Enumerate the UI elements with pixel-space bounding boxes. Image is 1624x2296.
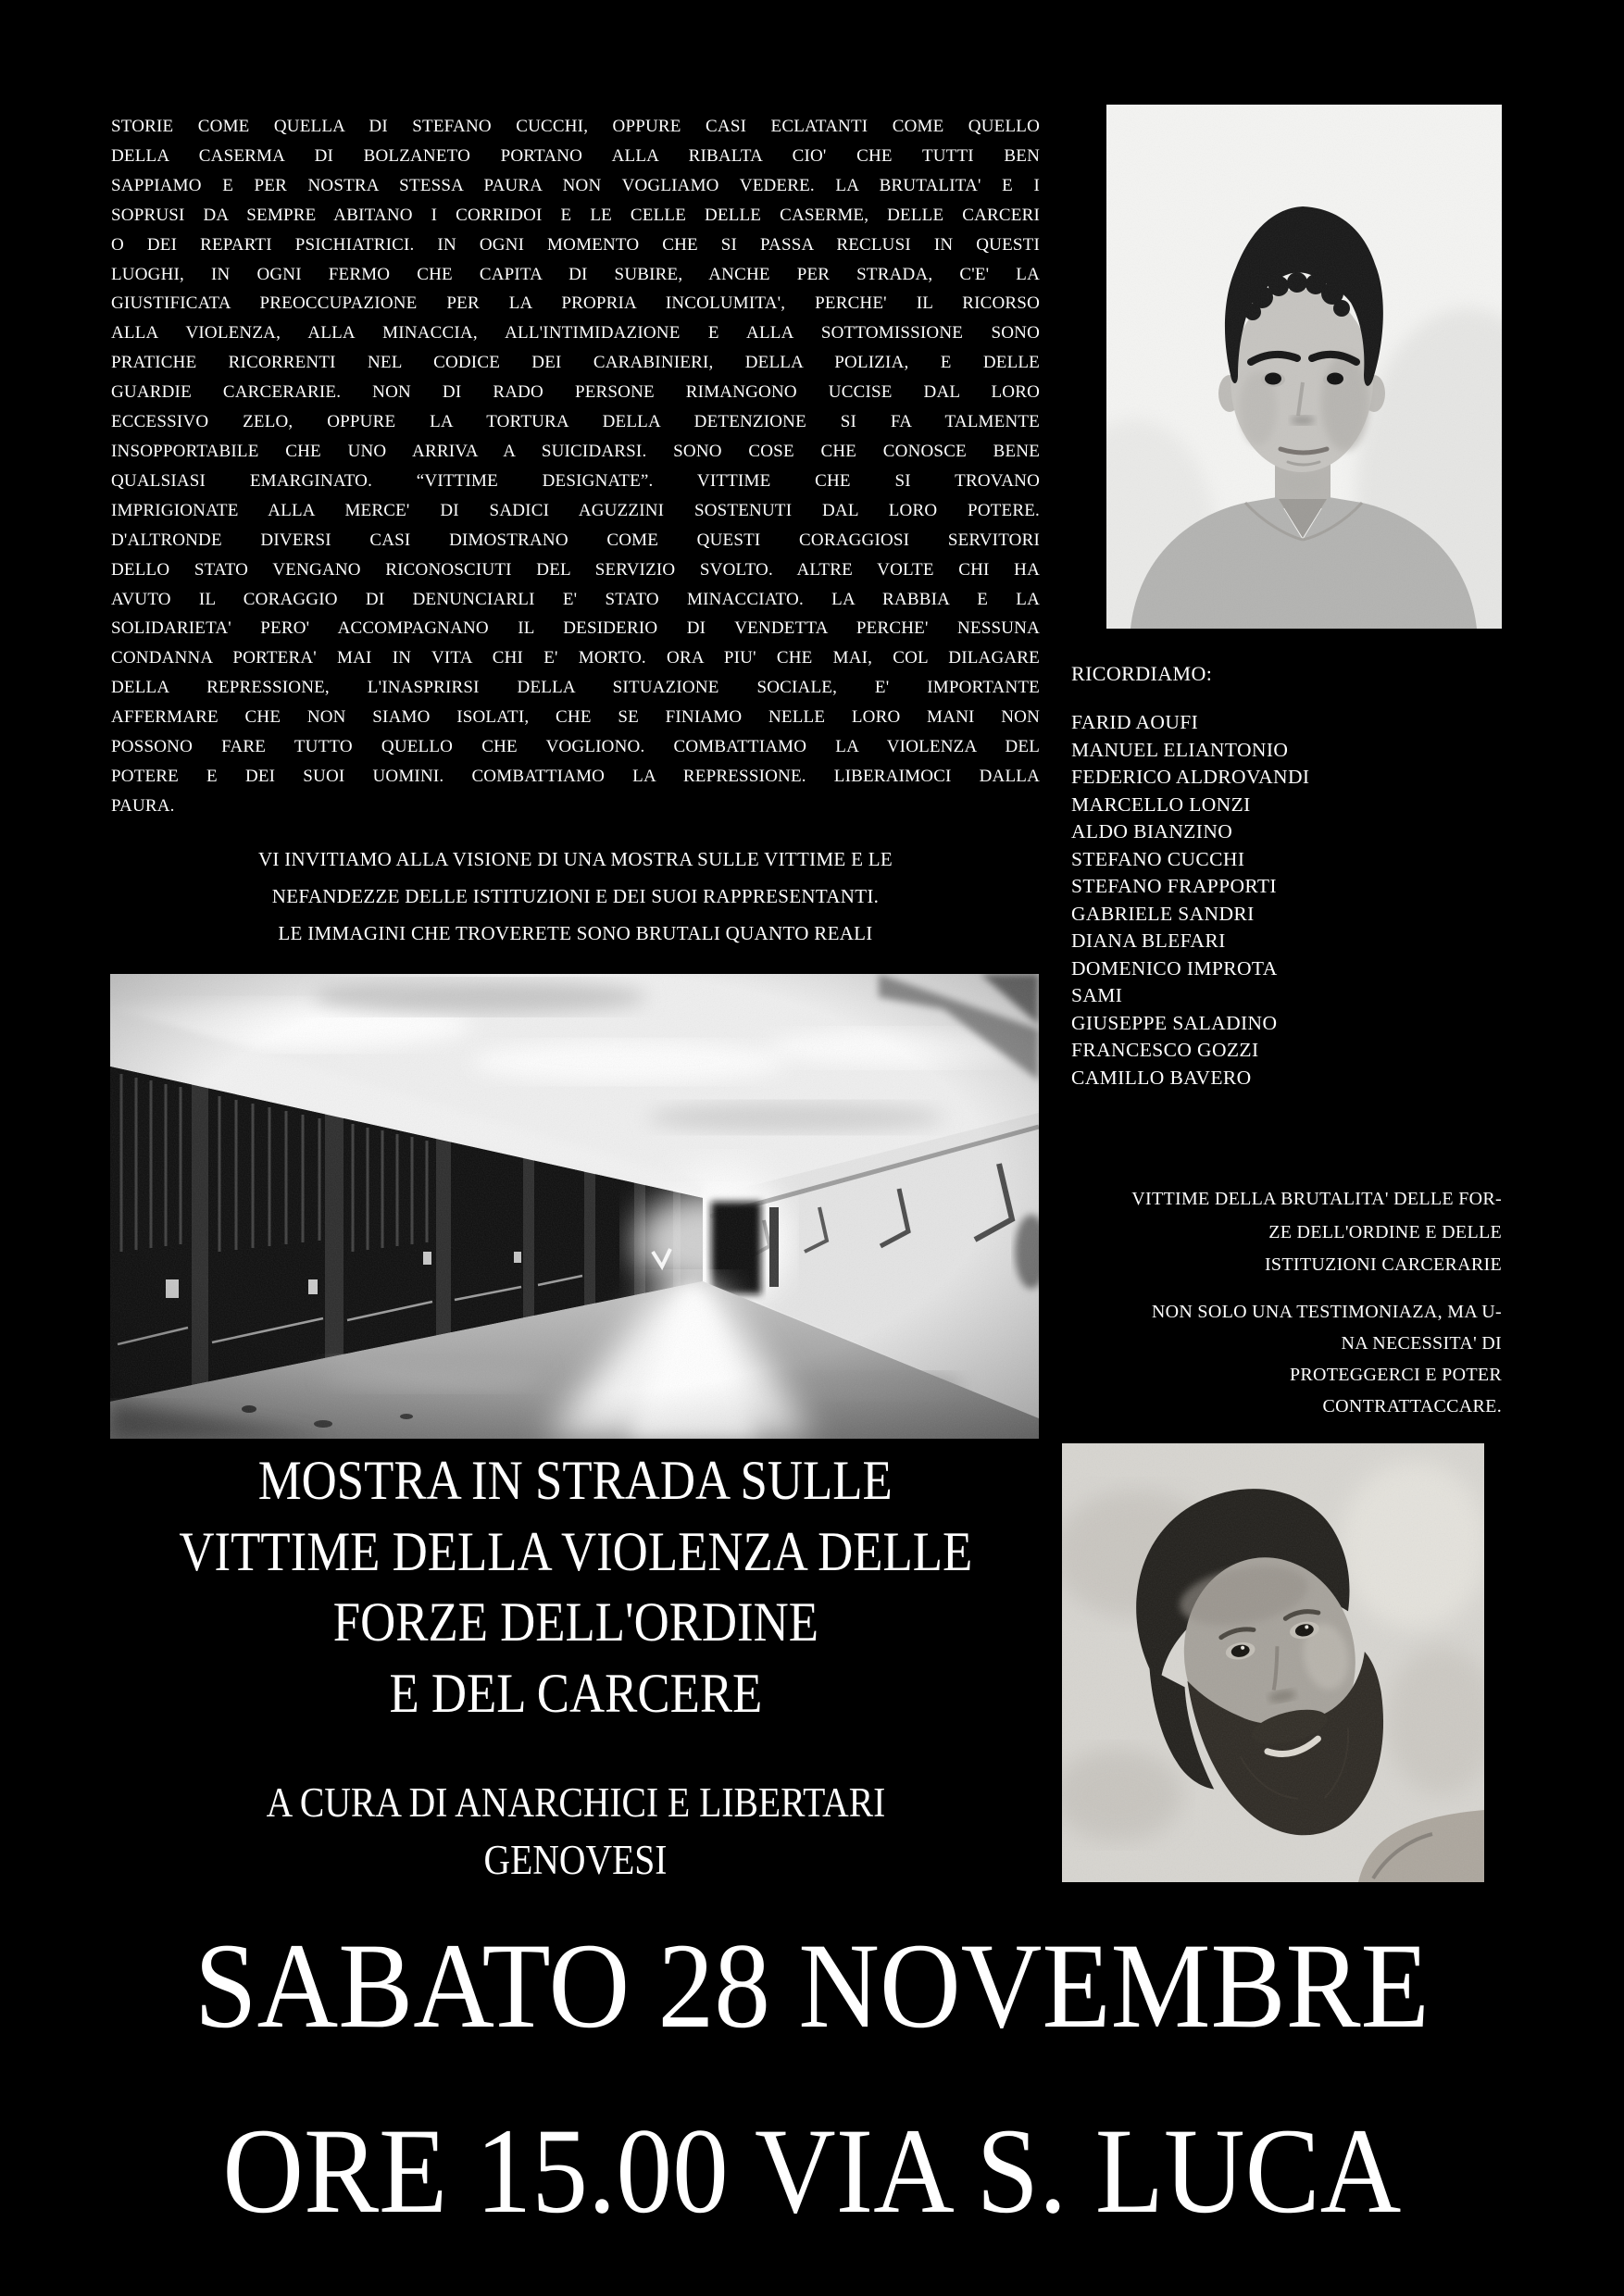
memorial-name: STEFANO FRAPPORTI — [1071, 875, 1277, 897]
event-time-place-text: ORE 15.00 VIA S. LUCA — [222, 2103, 1402, 2239]
invitation-line: LE IMMAGINI CHE TROVERETE SONO BRUTALI QUANTO REALI — [278, 922, 873, 944]
paragraph-line: IMPRIGIONATE ALLA MERCE' DI SADICI AGUZZINI SOSTENUTI DAL LORO POTERE. — [111, 500, 1040, 520]
invitation-line: VI INVITIAMO ALLA VISIONE DI UNA MOSTRA SULLE VITTIME E LE — [257, 848, 893, 870]
photo-portrait-young-man — [1106, 105, 1502, 629]
paragraph-line: PAURA. — [111, 795, 175, 816]
photos-caption — [1071, 1183, 1502, 1282]
paragraph-line: D'ALTRONDE DIVERSI CASI DIMOSTRANO COME QUESTI CORAGGIOSI SERVITORI — [111, 530, 1040, 550]
memorial-name: FEDERICO ALDROVANDI — [1071, 766, 1310, 788]
memorial-heading: RICORDIAMO: — [1071, 662, 1213, 685]
paragraph-line: LUOGHI, IN OGNI FERMO CHE CAPITA DI SUBIRE, ANCHE PER STRADA, C'E' LA — [111, 264, 1040, 284]
curator-line-text: A CURA DI ANARCHICI E LIBERTARI — [266, 1779, 885, 1826]
memorial-name: CAMILLO BAVERO — [1071, 1066, 1252, 1089]
exhibition-title-text: E DEL CARCERE — [389, 1662, 762, 1724]
paragraph-line: DELLO STATO VENGANO RICONOSCIUTI DEL SERVIZIO SVOLTO. ALTRE VOLTE CHI HA — [111, 559, 1040, 580]
statement-line: PROTEGGERCI E POTER — [1289, 1365, 1502, 1385]
caption-line: VITTIME DELLA BRUTALITA' DELLE FOR- — [1131, 1189, 1502, 1209]
memorial-name: DIANA BLEFARI — [1071, 930, 1226, 952]
memorial-name: FARID AOUFI — [1071, 711, 1199, 733]
portrait-bearded-man-illustration — [1062, 1443, 1484, 1882]
event-time-place — [0, 2103, 1624, 2239]
memorial-name: STEFANO CUCCHI — [1071, 847, 1245, 870]
paragraph-line: AVUTO IL CORAGGIO DI DENUNCIARLI E' STATO MINACCIATO. LA RABBIA E LA — [111, 589, 1040, 609]
statement-line: NON SOLO UNA TESTIMONIAZA, MA U- — [1151, 1302, 1502, 1322]
memorial-names-list — [1071, 709, 1309, 1092]
exhibition-title-text: VITTIME DELLA VIOLENZA DELLE — [179, 1520, 972, 1582]
paragraph-line: GUARDIE CARCERARIE. NON DI RADO PERSONE RIMANGONO UCCISE DAL LORO — [111, 382, 1040, 403]
invitation-text — [111, 841, 1040, 952]
paragraph-line: ECCESSIVO ZELO, OPPURE LA TORTURA DELLA DETENZIONE SI FA TALMENTE — [111, 412, 1040, 432]
paragraph-line: STORIE COME QUELLA DI STEFANO CUCCHI, OPPURE CASI ECLATANTI COME QUELLO — [111, 117, 1040, 136]
paragraph-line: DELLA REPRESSIONE, L'INASPRIRSI DELLA SITUAZIONE SOCIALE, E' IMPORTANTE — [111, 678, 1040, 698]
photo-prison-corridor — [110, 974, 1039, 1439]
paragraph-line: AFFERMARE CHE NON SIAMO ISOLATI, CHE SE FINIAMO NELLE LORO MANI NON — [111, 707, 1040, 728]
caption-line: ZE DELL'ORDINE E DELLE — [1268, 1221, 1502, 1242]
memorial-name: GIUSEPPE SALADINO — [1071, 1011, 1278, 1034]
paragraph-line: O DEI REPARTI PSICHIATRICI. IN OGNI MOMENTO CHE SI PASSA RECLUSI IN QUESTI — [111, 234, 1040, 255]
prison-corridor-illustration — [110, 974, 1039, 1439]
paragraph-line: PRATICHE RICORRENTI NEL CODICE DEI CARABINIERI, DELLA POLIZIA, E DELLE — [111, 353, 1040, 373]
paragraph-line: ALLA VIOLENZA, ALLA MINACCIA, ALL'INTIMIDAZIONE E ALLA SOTTOMISSIONE SONO — [111, 323, 1040, 343]
caption-line: ISTITUZIONI CARCERARIE — [1264, 1254, 1502, 1275]
paragraph-line: GIUSTIFICATA PREOCCUPAZIONE PER LA PROPRIA INCOLUMITA', PERCHE' IL RICORSO — [111, 293, 1040, 314]
paragraph-line: SOPRUSI DA SEMPRE ABITANO I CORRIDOI E LE CELLE DELLE CASERME, DELLE CARCERI — [111, 205, 1040, 225]
paragraph-line: POTERE E DEI SUOI UOMINI. COMBATTIAMO LA REPRESSIONE. LIBERAIMOCI DALLA — [111, 766, 1040, 786]
curator-text — [111, 1774, 1040, 1889]
exhibition-title-line — [111, 1516, 1040, 1588]
statement-line: NA NECESSITA' DI — [1341, 1333, 1502, 1354]
paragraph-line: SAPPIAMO E PER NOSTRA STESSA PAURA NON VOGLIAMO VEDERE. LA BRUTALITA' E I — [111, 175, 1040, 195]
paragraph-line: DELLA CASERMA DI BOLZANETO PORTANO ALLA RIBALTA CIO' CHE TUTTI BEN — [111, 145, 1040, 166]
memorial-name: ALDO BIANZINO — [1071, 820, 1233, 842]
paragraph-line: CONDANNA PORTERA' MAI IN VITA CHI E' MORTO. ORA PIU' CHE MAI, COL DILAGARE — [111, 648, 1040, 668]
paragraph-line: SOLIDARIETA' PERO' ACCOMPAGNANO IL DESIDERIO DI VENDETTA PERCHE' NESSUNA — [111, 618, 1040, 639]
paragraph-line: POSSONO FARE TUTTO QUELLO CHE VOGLIONO. COMBATTIAMO LA VIOLENZA DEL — [111, 737, 1040, 757]
curator-line-text: GENOVESI — [483, 1837, 668, 1883]
event-date — [0, 1917, 1624, 2053]
memorial-name: MANUEL ELIANTONIO — [1071, 738, 1289, 761]
intro-paragraph — [111, 112, 1040, 821]
memorial-name: GABRIELE SANDRI — [1071, 902, 1255, 925]
event-date-text: SABATO 28 NOVEMBRE — [194, 1917, 1430, 2053]
photo-portrait-bearded-man — [1062, 1443, 1484, 1882]
invitation-line: NEFANDEZZE DELLE ISTITUZIONI E DEI SUOI RAPPRESENTANTI. — [271, 885, 880, 907]
portrait-young-man-illustration — [1106, 105, 1502, 629]
exhibition-title-text: MOSTRA IN STRADA SULLE — [257, 1450, 893, 1511]
exhibition-title-text: FORZE DELL'ORDINE — [332, 1591, 818, 1653]
exhibition-title-line — [111, 1587, 1040, 1658]
memorial-name: FRANCESCO GOZZI — [1071, 1039, 1259, 1061]
statement-text — [1071, 1296, 1502, 1422]
exhibition-title-line — [111, 1445, 1040, 1516]
memorial-name: DOMENICO IMPROTA — [1071, 956, 1278, 980]
memorial-name: MARCELLO LONZI — [1071, 792, 1251, 816]
exhibition-title-line — [111, 1658, 1040, 1729]
statement-line: CONTRATTACCARE. — [1322, 1396, 1502, 1416]
exhibition-title — [111, 1445, 1040, 1728]
curator-line — [111, 1774, 1040, 1831]
paragraph-line: INSOPPORTABILE CHE UNO ARRIVA A SUICIDARSI. SONO COSE CHE CONOSCE BENE — [111, 441, 1040, 461]
memorial-name: SAMI — [1071, 984, 1123, 1006]
paragraph-line: QUALSIASI EMARGINATO. “VITTIME DESIGNATE”. VITTIME CHE SI TROVANO — [111, 470, 1040, 491]
curator-line — [111, 1831, 1040, 1889]
